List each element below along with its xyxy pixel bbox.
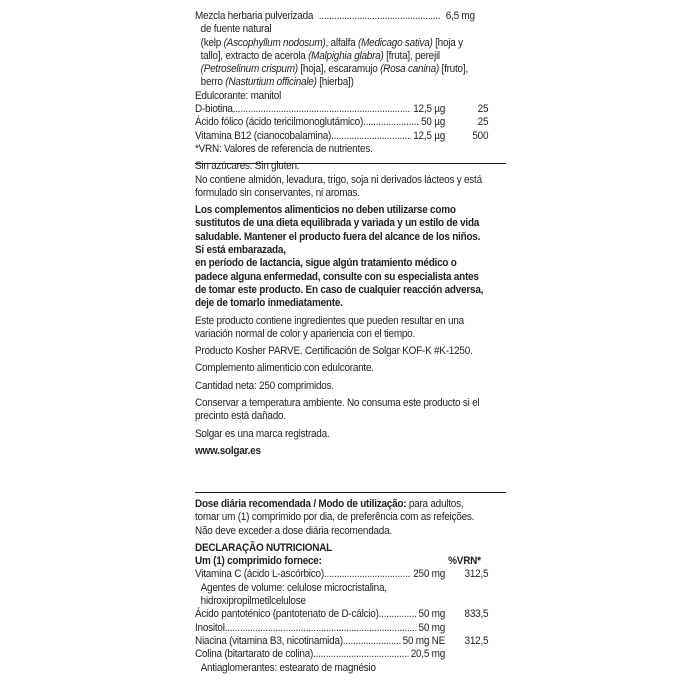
vitamin-c-row — [195, 568, 488, 581]
herbal-ingredient-list — [195, 37, 483, 90]
leader-dots — [225, 622, 417, 635]
kosher-text: Producto Kosher PARVE. Certificación de Solgar KOF-K #K-1250. — [195, 345, 473, 358]
botanical-name: (Malpighia glabra) — [308, 49, 384, 62]
nutrient-label: Ácido fólico (ácido tericilmonoglutámico) — [195, 116, 364, 129]
nutrient-pct — [445, 622, 488, 635]
leader-dots — [379, 608, 417, 621]
nutrient-row — [195, 130, 488, 143]
herbal-blend-amount: 6,5 mg — [445, 10, 475, 22]
leader-dots — [363, 116, 419, 129]
botanical-name: (Nasturtium officinale) — [225, 76, 317, 89]
leader-dots — [313, 10, 441, 23]
nutrient-pct — [445, 648, 488, 661]
vitamin-c-pct: 312,5 — [464, 568, 489, 581]
botanical-name: (Ascophyllum nodosum) — [223, 36, 326, 49]
nutrient-pct: 25 — [477, 103, 489, 116]
nutrient-amount: 12,5 µg — [413, 129, 446, 142]
nutrient-pct: 500 — [472, 129, 489, 142]
nutrient-amount: 20,5 mg — [410, 648, 446, 661]
herbal-text: [hierba]) — [316, 76, 354, 89]
nutrient-row — [195, 608, 488, 621]
botanical-name: (Petroselinum crispum) — [200, 63, 298, 76]
nutrient-label: Colina (bitartarato de colina) — [195, 648, 314, 661]
nutrient-table — [195, 103, 488, 143]
warning-text-1: Los complementos alimenticios no deben utilizarse como sustitutos de una dieta equilibrada y variada y un estilo de vida saludable. Mantener el producto fuera del alcance de los niños. — [195, 204, 481, 243]
botanical-name: (Medicago sativa) — [358, 36, 433, 49]
serving-text: Um (1) comprimido fornece: — [195, 555, 322, 568]
leader-dots — [324, 568, 411, 581]
nutrient-label: Vitamina B12 (cianocobalamina) — [195, 129, 332, 142]
nutrient-label: Niacina (vitamina B3, nicotinamida) — [195, 634, 343, 647]
herbal-text: [hoja], escaramujo — [297, 63, 381, 76]
sweetener-text: Edulcorante: manitol — [195, 89, 282, 102]
nutrient-row — [195, 116, 488, 129]
sugar-gluten-free-text: Sin azúcares. Sin gluten. — [195, 160, 300, 173]
warning-text-3: en período de lactancia, sigue algún tratamiento médico o padece alguna enfermedad, consulte con su especialista antes de tomar este producto. En caso de cualquier reacción adversa, deje de tomarlo inmediatamente. — [195, 257, 484, 310]
anticaking-text: Antiaglomerantes: estearato de magnésio — [200, 661, 376, 674]
nutrient-pct: 833,5 — [464, 608, 489, 621]
net-quantity-text: Cantidad neta: 250 comprimidos. — [195, 379, 334, 392]
nutrient-row — [195, 622, 488, 635]
leader-dots — [313, 648, 409, 661]
botanical-name: (Rosa canina) — [380, 63, 440, 76]
storage-text: Conservar a temperatura ambiente. No consuma este producto si el precinto está dañado. — [195, 397, 480, 423]
vitamin-c-amount: 250 mg — [413, 568, 446, 581]
herbal-text: , alfalfa — [325, 36, 359, 49]
herbal-text: [fruta], perejil — [383, 49, 440, 62]
herbal-blend-label: Mezcla herbaria pulverizada — [195, 10, 314, 22]
nutrient-amount: 50 mg — [418, 608, 446, 621]
vrn-header: %VRN* — [448, 555, 481, 568]
nutrient-row — [195, 103, 488, 116]
herbal-text: [hoja y tallo], extracto de acerola — [200, 36, 463, 62]
nutrient-row — [195, 648, 488, 661]
leader-dots — [233, 103, 412, 116]
complement-text: Complemento alimenticio con edulcorante. — [195, 362, 374, 375]
nutrient-amount: 50 mg NE — [402, 634, 446, 647]
vrn-note: *VRN: Valores de referencia de nutrientes. — [195, 142, 373, 155]
nutrition-declaration-title: DECLARAÇÃO NUTRICIONAL — [195, 541, 333, 554]
trademark-text: Solgar es una marca registrada. — [195, 427, 330, 440]
divider-top — [195, 163, 506, 164]
serving-header — [195, 555, 488, 568]
leader-dots — [343, 635, 401, 648]
dose-paragraph — [195, 498, 488, 538]
nutrient-amount: 50 µg — [421, 116, 446, 129]
divider-bottom — [195, 492, 506, 493]
herbal-blend-row — [195, 10, 488, 23]
nutrient-pct: 25 — [477, 116, 489, 129]
dose-text: para adultos, tomar um (1) comprimido por dia, de preferência com as refeições. Não deve exceder a dose diária recomendada. — [195, 498, 475, 537]
spanish-label-section — [195, 10, 488, 458]
warning-text-2: Si está embarazada, — [195, 244, 286, 257]
nutrient-label: Inositol — [195, 621, 225, 634]
herbal-text: (kelp — [200, 36, 224, 49]
portuguese-label-section — [195, 498, 488, 675]
nutrient-label: D-biotina — [195, 103, 233, 116]
herbal-text: [fruto], berro — [200, 63, 468, 89]
bulking-agents-text: Agentes de volume: celulose microcristalina, hidroxipropilmetilcelulose — [200, 581, 387, 608]
nutrient-pct: 312,5 — [464, 634, 489, 647]
dose-heading: Dose diária recomendada / Modo de utilização: — [195, 498, 407, 510]
nutrient-table-pt — [195, 608, 488, 661]
leader-dots — [331, 130, 411, 143]
vitamin-c-label: Vitamina C (ácido L-ascórbico) — [195, 568, 324, 581]
herbal-source: de fuente natural — [200, 23, 272, 36]
nutrient-amount: 50 mg — [418, 621, 446, 634]
variation-text: Este producto contiene ingredientes que pueden resultar en una variación normal de color y apariencia con el tiempo. — [195, 314, 464, 340]
no-contains-text: No contiene almidón, levadura, trigo, soja ni derivados lácteos y está formulado sin conservantes, ni aromas. — [195, 173, 482, 199]
website-text: www.solgar.es — [195, 444, 261, 457]
nutrient-row — [195, 635, 488, 648]
nutrient-label: Ácido pantoténico (pantotenato de D-cálcio) — [195, 608, 379, 621]
nutrient-amount: 12,5 µg — [413, 103, 446, 116]
